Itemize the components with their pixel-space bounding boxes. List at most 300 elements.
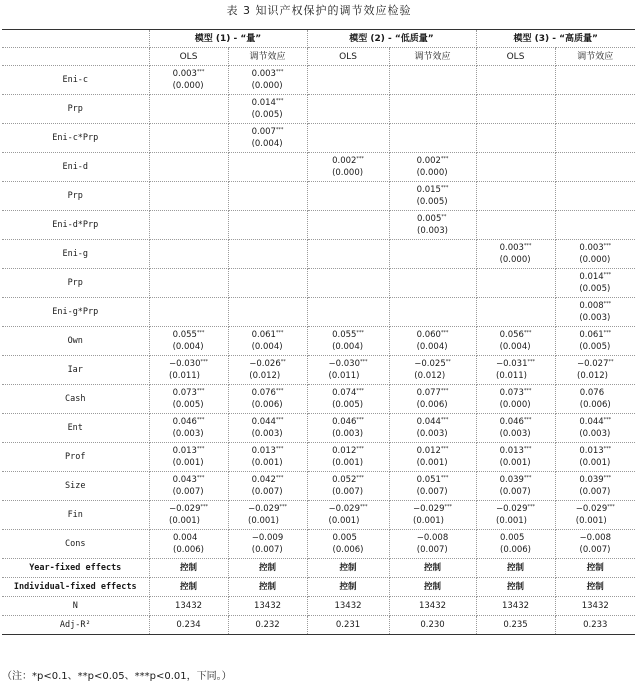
standard-error: (0.001) xyxy=(575,516,607,526)
standard-error: (0.007) xyxy=(251,487,283,497)
table-note: （注：*p<0.1、**p<0.05、***p<0.01，下同。） xyxy=(2,671,232,682)
table-title: 表 3 知识产权保护的调节效应检验 xyxy=(226,4,412,17)
significance-stars: *** xyxy=(196,417,205,423)
coef-cell xyxy=(228,182,307,211)
variable-name: Eni-c xyxy=(2,66,149,95)
coef-cell xyxy=(307,298,389,327)
coef-cell xyxy=(307,269,389,298)
coef-number: 0.003 xyxy=(172,69,197,79)
coef-value xyxy=(500,329,532,341)
coef-value xyxy=(169,503,208,515)
coef-cell xyxy=(307,66,389,95)
coef-cell xyxy=(555,327,635,356)
table-row xyxy=(2,124,635,153)
coef-number: −0.009 xyxy=(251,533,284,543)
coef-value xyxy=(576,503,615,515)
coef-value xyxy=(500,474,532,486)
significance-stars: *** xyxy=(603,272,612,278)
coef-stack xyxy=(500,532,531,556)
significance-stars: *** xyxy=(275,69,284,75)
standard-error: (0.003) xyxy=(251,429,283,439)
coef-number: −0.027 xyxy=(577,359,609,369)
significance-stars: *** xyxy=(275,330,284,336)
footer-value: 控制 xyxy=(228,559,307,578)
significance-stars: *** xyxy=(603,475,612,481)
coef-value xyxy=(332,155,364,167)
coef-number: 0.004 xyxy=(173,533,198,543)
coef-cell xyxy=(476,443,555,472)
coef-cell xyxy=(555,298,635,327)
coef-stack xyxy=(500,329,532,353)
coef-stack xyxy=(329,358,368,382)
standard-error: (0.007) xyxy=(332,487,364,497)
coef-stack xyxy=(332,329,364,353)
coef-stack xyxy=(332,387,364,411)
coef-cell xyxy=(389,530,476,559)
significance-stars: *** xyxy=(523,417,532,423)
footer-value: 控制 xyxy=(555,578,635,597)
table-row xyxy=(2,240,635,269)
coef-cell xyxy=(228,124,307,153)
footer-value: 0.235 xyxy=(476,616,555,635)
significance-stars: *** xyxy=(440,475,449,481)
standard-error: (0.006) xyxy=(500,545,531,555)
coef-number: 0.076 xyxy=(251,388,276,398)
coef-stack xyxy=(173,387,205,411)
coef-number: 0.061 xyxy=(251,330,276,340)
significance-stars: *** xyxy=(196,69,205,75)
coef-stack xyxy=(579,416,611,440)
variable-name: Iar xyxy=(2,356,149,385)
significance-stars: *** xyxy=(200,359,208,365)
corner-cell xyxy=(2,30,149,48)
coef-number: 0.076 xyxy=(579,388,605,398)
coef-stack xyxy=(173,68,205,92)
coef-value xyxy=(579,416,611,428)
coef-stack xyxy=(417,387,449,411)
standard-error: (0.001) xyxy=(416,458,448,468)
coef-value xyxy=(252,445,284,457)
coef-number: −0.031 xyxy=(496,359,528,369)
coef-stack xyxy=(329,503,368,527)
coef-cell xyxy=(555,182,635,211)
coef-cell xyxy=(149,472,228,501)
coef-cell xyxy=(389,385,476,414)
significance-stars: *** xyxy=(200,504,208,510)
variable-name: Fin xyxy=(2,501,149,530)
coef-cell xyxy=(149,153,228,182)
coef-number: 0.008 xyxy=(579,301,604,311)
significance-stars: *** xyxy=(356,417,364,423)
significance-stars: *** xyxy=(603,330,612,336)
coef-value xyxy=(417,213,448,225)
coef-stack xyxy=(252,416,284,440)
coef-cell xyxy=(307,443,389,472)
footer-row xyxy=(2,616,635,635)
coef-number: 0.055 xyxy=(332,330,357,340)
coef-cell xyxy=(389,211,476,240)
significance-stars: *** xyxy=(523,388,532,394)
coef-number: 0.039 xyxy=(499,475,524,485)
coef-number: 0.073 xyxy=(172,388,197,398)
coef-cell xyxy=(228,385,307,414)
coef-value xyxy=(252,329,284,341)
coef-number: 0.003 xyxy=(251,69,276,79)
coef-value xyxy=(579,474,611,486)
table-row xyxy=(2,356,635,385)
coef-number: 0.052 xyxy=(332,475,357,485)
table-row xyxy=(2,182,635,211)
significance-stars: *** xyxy=(440,156,449,162)
coef-number: 0.044 xyxy=(251,417,276,427)
coef-value xyxy=(417,155,449,167)
variable-name: Eni-d xyxy=(2,153,149,182)
footer-value: 13432 xyxy=(149,597,228,616)
significance-stars: *** xyxy=(275,98,284,104)
standard-error: (0.001) xyxy=(332,458,364,468)
standard-error: (0.003) xyxy=(332,429,364,439)
coef-stack xyxy=(579,445,611,469)
standard-error: (0.000) xyxy=(499,400,531,410)
coef-cell xyxy=(228,327,307,356)
coef-value xyxy=(169,358,208,370)
coef-cell xyxy=(228,530,307,559)
variable-name: Eni-d*Prp xyxy=(2,211,149,240)
standard-error: (0.005) xyxy=(251,110,283,120)
coef-cell xyxy=(555,240,635,269)
coef-cell xyxy=(307,95,389,124)
coef-cell xyxy=(389,182,476,211)
coef-cell xyxy=(476,153,555,182)
standard-error: (0.001) xyxy=(496,516,527,526)
standard-error: (0.000) xyxy=(172,81,204,91)
footer-value: 控制 xyxy=(389,578,476,597)
significance-stars: *** xyxy=(444,504,452,510)
coef-stack xyxy=(332,416,364,440)
significance-stars: *** xyxy=(275,417,284,423)
coef-number: −0.029 xyxy=(575,504,608,514)
coef-number: 0.005 xyxy=(332,533,357,543)
significance-stars: *** xyxy=(275,388,284,394)
model-header-row xyxy=(2,30,635,48)
coef-stack xyxy=(500,474,532,498)
coef-number: 0.043 xyxy=(172,475,197,485)
standard-error: (0.004) xyxy=(499,342,531,352)
coef-value xyxy=(580,387,611,399)
coef-cell xyxy=(228,298,307,327)
coef-cell xyxy=(389,356,476,385)
coef-stack xyxy=(169,358,208,382)
corner-cell xyxy=(2,48,149,66)
standard-error: (0.004) xyxy=(172,342,204,352)
footer-value: 控制 xyxy=(307,578,389,597)
footer-value: 控制 xyxy=(307,559,389,578)
coef-stack xyxy=(417,155,449,179)
coef-cell xyxy=(307,124,389,153)
coef-stack xyxy=(413,503,452,527)
coef-number: −0.030 xyxy=(328,359,360,369)
significance-stars: *** xyxy=(523,330,532,336)
coef-cell xyxy=(149,385,228,414)
footer-value: 控制 xyxy=(476,578,555,597)
coef-value xyxy=(252,474,284,486)
significance-stars: *** xyxy=(275,475,284,481)
significance-stars: *** xyxy=(356,388,364,394)
coef-value xyxy=(417,329,449,341)
coef-value xyxy=(579,242,611,254)
coef-cell xyxy=(228,153,307,182)
coef-cell xyxy=(476,530,555,559)
coef-value xyxy=(579,300,611,312)
coef-cell xyxy=(307,472,389,501)
coef-cell xyxy=(149,240,228,269)
table-row xyxy=(2,153,635,182)
coef-value xyxy=(332,387,364,399)
coef-cell xyxy=(307,182,389,211)
coef-stack xyxy=(500,387,532,411)
coef-cell xyxy=(307,501,389,530)
standard-error: (0.004) xyxy=(332,342,364,352)
coef-stack xyxy=(332,474,364,498)
coef-cell xyxy=(228,211,307,240)
coef-cell xyxy=(307,327,389,356)
coef-number: 0.074 xyxy=(332,388,357,398)
standard-error: (0.003) xyxy=(499,429,531,439)
coef-value xyxy=(417,445,449,457)
coef-number: −0.029 xyxy=(413,504,445,514)
footer-value: 0.231 xyxy=(307,616,389,635)
standard-error: (0.003) xyxy=(417,226,448,236)
coef-cell xyxy=(389,298,476,327)
coef-number: 0.002 xyxy=(416,156,441,166)
footer-value: 控制 xyxy=(149,578,228,597)
footer-label: Adj-R² xyxy=(2,616,149,635)
coef-value xyxy=(173,329,205,341)
coef-value xyxy=(329,358,368,370)
coef-cell xyxy=(476,472,555,501)
coef-cell xyxy=(476,240,555,269)
variable-name: Size xyxy=(2,472,149,501)
coef-cell xyxy=(149,298,228,327)
coef-number: 0.051 xyxy=(416,475,441,485)
subheader-cell: OLS xyxy=(149,48,228,66)
coef-stack xyxy=(173,416,205,440)
variable-name: Prp xyxy=(2,269,149,298)
coef-stack xyxy=(248,503,287,527)
significance-stars: *** xyxy=(356,446,364,452)
standard-error: (0.006) xyxy=(251,400,283,410)
coef-cell xyxy=(555,211,635,240)
coef-cell xyxy=(228,501,307,530)
significance-stars: *** xyxy=(275,446,284,452)
coef-cell xyxy=(389,95,476,124)
coef-stack xyxy=(417,532,448,556)
standard-error: (0.003) xyxy=(579,429,611,439)
footer-label: Year-fixed effects xyxy=(2,559,149,578)
coef-value xyxy=(252,387,284,399)
standard-error: (0.007) xyxy=(416,545,448,555)
table-row xyxy=(2,298,635,327)
coef-cell xyxy=(555,443,635,472)
coef-number: 0.012 xyxy=(416,446,441,456)
coef-stack xyxy=(417,213,448,237)
coef-cell xyxy=(149,182,228,211)
coef-value xyxy=(413,503,452,515)
footer-value: 13432 xyxy=(228,597,307,616)
coef-number: −0.029 xyxy=(496,504,528,514)
significance-stars: *** xyxy=(523,475,532,481)
coef-number: 0.044 xyxy=(416,417,441,427)
coef-value xyxy=(252,126,284,138)
standard-error: (0.003) xyxy=(172,429,204,439)
coef-stack xyxy=(577,358,613,382)
footer-value: 13432 xyxy=(476,597,555,616)
coef-cell xyxy=(476,269,555,298)
coef-cell xyxy=(476,182,555,211)
coef-cell xyxy=(389,472,476,501)
coef-value xyxy=(173,474,205,486)
coef-number: 0.003 xyxy=(579,243,604,253)
coef-cell xyxy=(555,124,635,153)
coef-stack xyxy=(580,387,611,411)
coef-cell xyxy=(555,414,635,443)
coef-cell xyxy=(149,443,228,472)
footer-row xyxy=(2,559,635,578)
coef-value xyxy=(332,416,364,428)
subheader-cell: 调节效应 xyxy=(389,48,476,66)
coef-stack xyxy=(333,532,364,556)
footer-value: 0.233 xyxy=(555,616,635,635)
coef-stack xyxy=(332,155,364,179)
coef-cell xyxy=(307,414,389,443)
footer-value: 13432 xyxy=(389,597,476,616)
coef-cell xyxy=(307,356,389,385)
table-row xyxy=(2,66,635,95)
table-row xyxy=(2,211,635,240)
coef-number: 0.039 xyxy=(579,475,604,485)
variable-name: Own xyxy=(2,327,149,356)
coef-cell xyxy=(555,472,635,501)
significance-stars: *** xyxy=(356,330,364,336)
table-row xyxy=(2,269,635,298)
coef-number: 0.056 xyxy=(499,330,524,340)
coef-stack xyxy=(417,474,449,498)
significance-stars: *** xyxy=(527,504,535,510)
coef-number: −0.008 xyxy=(579,533,611,543)
standard-error: (0.011) xyxy=(328,371,360,381)
coef-stack xyxy=(173,445,205,469)
table-row xyxy=(2,501,635,530)
coef-cell xyxy=(555,530,635,559)
table-row xyxy=(2,443,635,472)
coef-stack xyxy=(173,474,205,498)
standard-error: (0.001) xyxy=(251,458,283,468)
coef-number: 0.013 xyxy=(172,446,197,456)
standard-error: (0.001) xyxy=(248,516,279,526)
coef-value xyxy=(333,532,364,544)
significance-stars: ** xyxy=(445,359,451,365)
variable-name: Ent xyxy=(2,414,149,443)
coef-stack xyxy=(579,329,611,353)
coef-stack xyxy=(173,532,204,556)
significance-stars: *** xyxy=(603,243,612,249)
coef-number: 0.046 xyxy=(172,417,197,427)
coef-value xyxy=(252,68,284,80)
coef-cell xyxy=(307,530,389,559)
coef-cell xyxy=(307,153,389,182)
coef-cell xyxy=(389,240,476,269)
coef-number: 0.060 xyxy=(416,330,441,340)
coef-value xyxy=(500,532,531,544)
coef-stack xyxy=(417,184,449,208)
coef-cell xyxy=(228,66,307,95)
coef-cell xyxy=(555,356,635,385)
coef-stack xyxy=(249,358,285,382)
coef-value xyxy=(173,68,205,80)
coef-value xyxy=(173,532,204,544)
coef-number: −0.029 xyxy=(248,504,280,514)
standard-error: (0.006) xyxy=(173,545,204,555)
coef-number: 0.014 xyxy=(251,98,276,108)
coef-value xyxy=(329,503,368,515)
standard-error: (0.001) xyxy=(413,516,444,526)
footer-value: 13432 xyxy=(307,597,389,616)
model-3-header: 模型 (3) - “高质量” xyxy=(476,30,635,48)
footer-row xyxy=(2,578,635,597)
coef-value xyxy=(577,358,613,370)
subheader-row xyxy=(2,48,635,66)
coef-stack xyxy=(173,329,205,353)
coef-stack xyxy=(252,329,284,353)
standard-error: (0.000) xyxy=(332,168,364,178)
standard-error: (0.004) xyxy=(416,342,448,352)
coef-cell xyxy=(228,356,307,385)
coef-cell xyxy=(149,414,228,443)
variable-name: Eni-g*Prp xyxy=(2,298,149,327)
footer-value: 控制 xyxy=(228,578,307,597)
standard-error: (0.001) xyxy=(579,458,611,468)
coef-stack xyxy=(500,416,532,440)
coef-number: 0.012 xyxy=(332,446,357,456)
coef-stack xyxy=(417,416,449,440)
significance-stars: *** xyxy=(356,156,364,162)
standard-error: (0.012) xyxy=(249,371,281,381)
coef-stack xyxy=(169,503,208,527)
coef-value xyxy=(417,474,449,486)
coef-cell xyxy=(307,211,389,240)
standard-error: (0.003) xyxy=(579,313,611,323)
standard-error: (0.007) xyxy=(416,487,448,497)
variable-name: Prof xyxy=(2,443,149,472)
footer-value: 控制 xyxy=(555,559,635,578)
standard-error: (0.011) xyxy=(169,371,200,381)
coef-number: 0.044 xyxy=(579,417,604,427)
significance-stars: *** xyxy=(440,417,449,423)
standard-error: (0.001) xyxy=(328,516,360,526)
footer-row xyxy=(2,597,635,616)
variable-name: Prp xyxy=(2,182,149,211)
coef-cell xyxy=(228,443,307,472)
standard-error: (0.006) xyxy=(416,400,448,410)
footer-value: 0.230 xyxy=(389,616,476,635)
coef-value xyxy=(417,387,449,399)
footer-value: 控制 xyxy=(389,559,476,578)
coef-cell xyxy=(476,124,555,153)
coef-stack xyxy=(252,97,284,121)
standard-error: (0.005) xyxy=(579,284,611,294)
significance-stars: *** xyxy=(275,127,284,133)
coef-value xyxy=(417,184,449,196)
